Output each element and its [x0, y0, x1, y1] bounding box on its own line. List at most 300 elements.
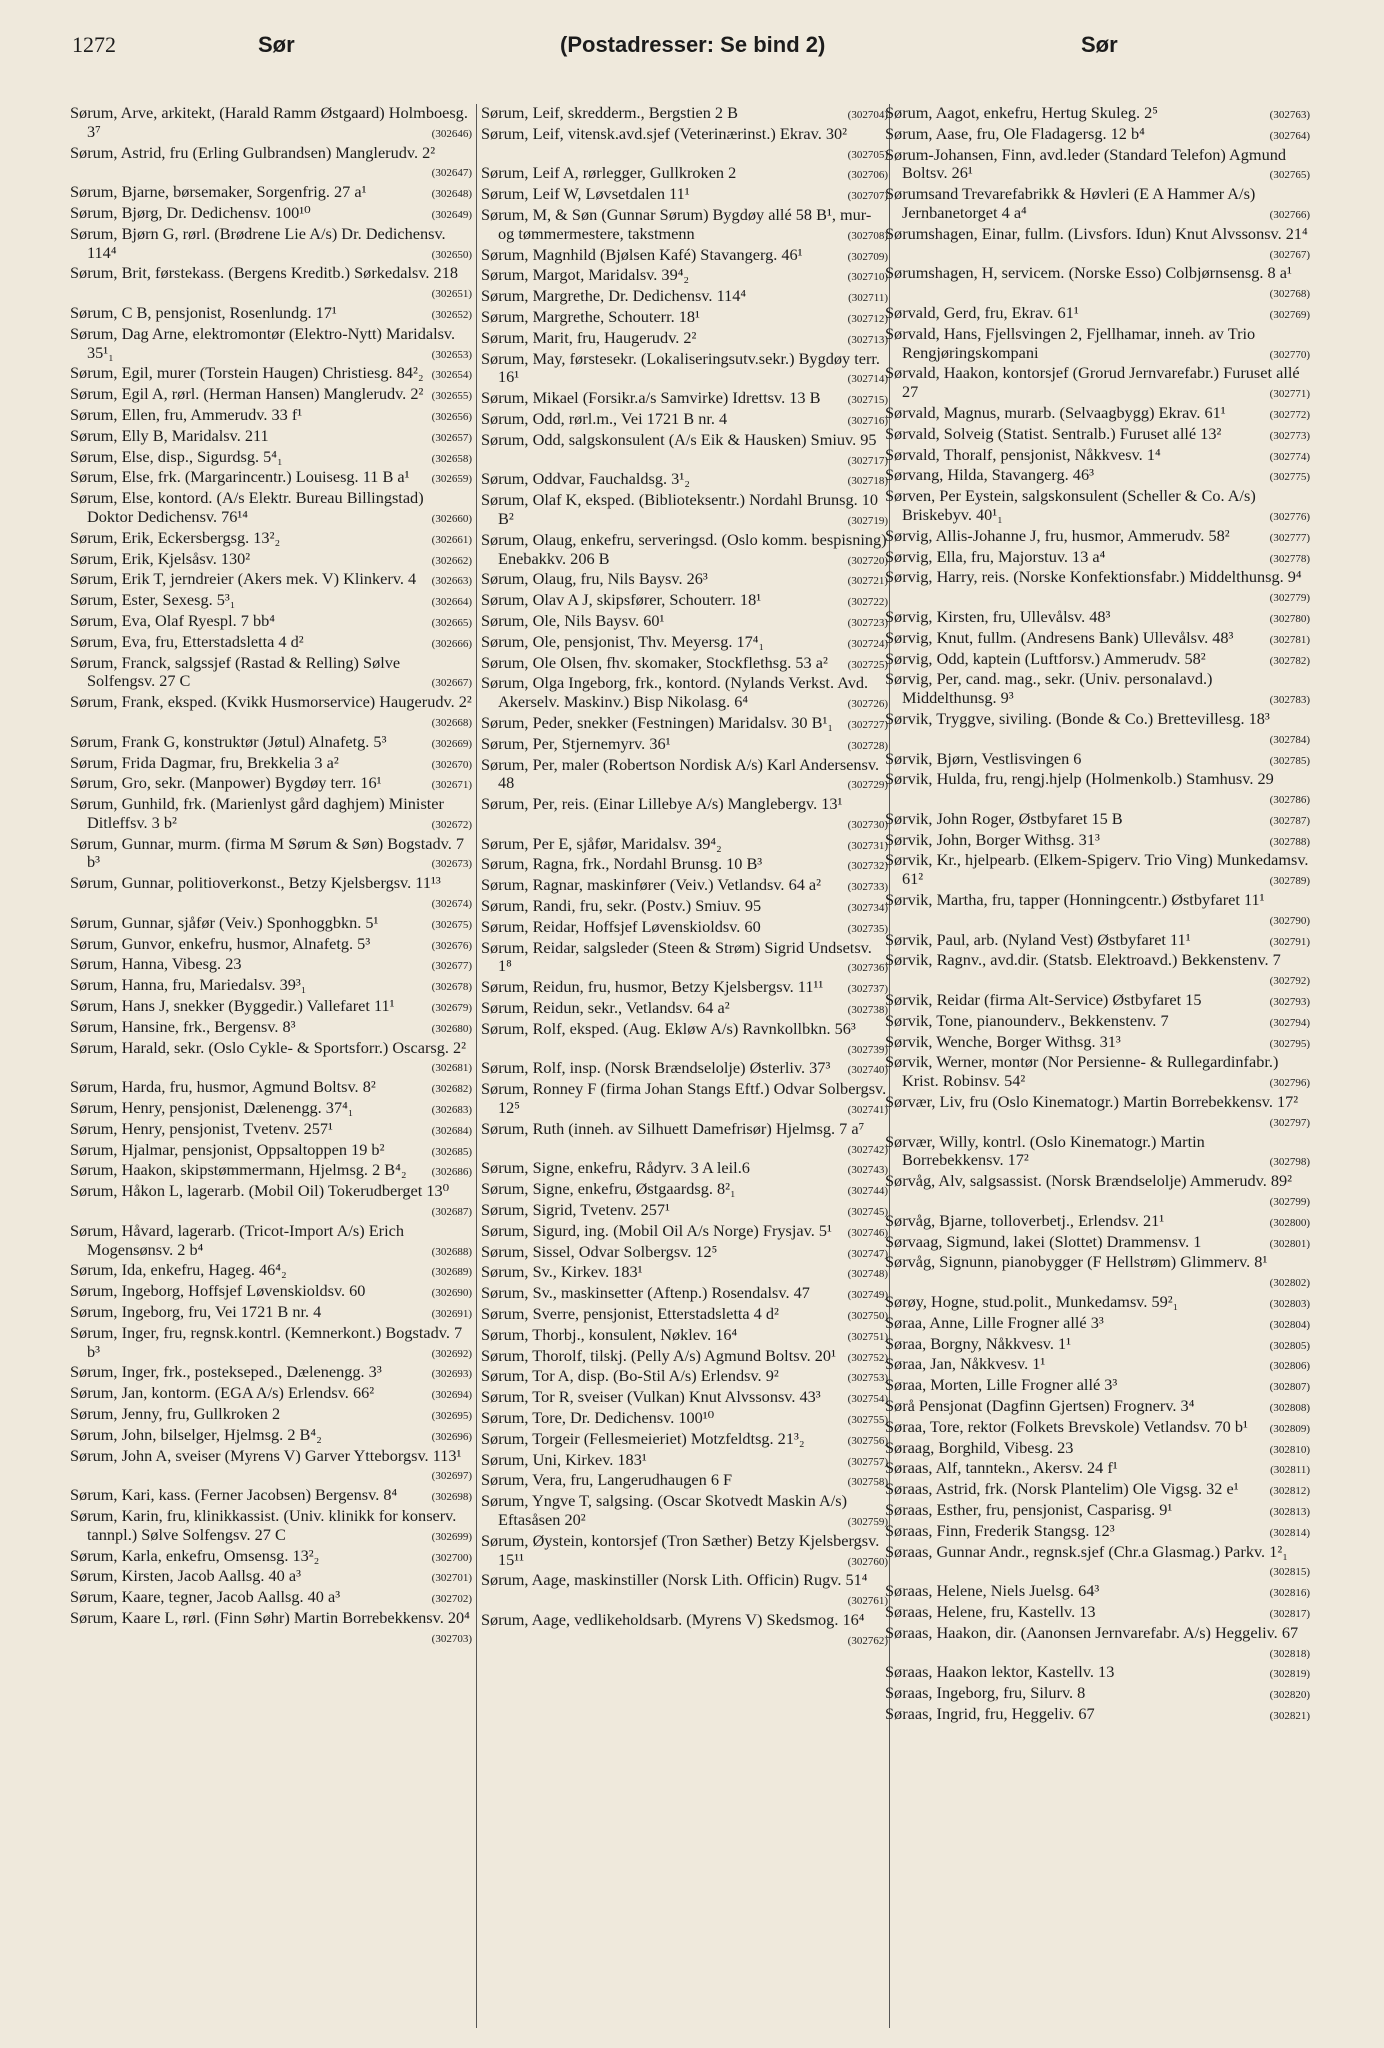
directory-entry [885, 1663, 1310, 1684]
directory-entry [885, 1033, 1310, 1054]
entry-text: Sørum, Olaf K, eksped. (Biblioteksentr.) Nordahl Brunsg. 10 B² [481, 491, 879, 528]
directory-entry [481, 835, 888, 856]
directory-entry [481, 1571, 888, 1611]
entry-number: (302660) [431, 512, 472, 525]
entry-text: Sørum, Sissel, Odvar Solbergsv. 12⁵ [481, 1242, 718, 1261]
entry-text: Sørvik, Wenche, Borger Withsg. 31³ [885, 1032, 1121, 1051]
entry-number: (302729) [847, 779, 888, 792]
entry-number: (302789) [1269, 875, 1310, 888]
directory-entry [70, 1405, 472, 1426]
entry-number: (302807) [1269, 1381, 1310, 1394]
entry-text: Sørum, Henry, pensjonist, Tvetenv. 257¹ [70, 1119, 333, 1138]
entry-number: (302809) [1269, 1422, 1310, 1435]
directory-entry [481, 1492, 888, 1532]
entry-text: Søraa, Borgny, Nåkkvesv. 1¹ [885, 1334, 1072, 1353]
entry-number: (302793) [1269, 996, 1310, 1009]
entry-number: (302686) [431, 1166, 472, 1179]
entry-text: Sørvaag, Sigmund, lakei (Slottet) Drammensv. 1 [885, 1232, 1202, 1251]
column-1 [70, 104, 472, 1649]
entry-number: (302810) [1269, 1443, 1310, 1456]
directory-entry [885, 810, 1310, 831]
entry-text: Sørum, Uni, Kirkev. 183¹ [481, 1450, 647, 1469]
directory-entry [70, 591, 472, 612]
entry-text: Søraas, Finn, Frederik Stangsg. 12³ [885, 1521, 1115, 1540]
entry-text: Sørum, Aagot, enkefru, Hertug Skuleg. 2⁵ [885, 104, 1158, 122]
entry-number: (302689) [431, 1266, 472, 1279]
entry-number: (302653) [431, 348, 472, 361]
entry-text: Sørum, Hjalmar, pensjonist, Oppsaltoppen 19 b² [70, 1140, 385, 1159]
entry-text: Søraas, Helene, fru, Kastellv. 13 [885, 1602, 1096, 1621]
entry-number: (302783) [1269, 694, 1310, 707]
entry-text: Sørum, Bjørn G, rørl. (Brødrene Lie A/s) Dr. Dedichensv. 114⁴ [70, 224, 446, 262]
entry-text: Sørum, Ester, Sexesg. 5³₁ [70, 591, 236, 610]
entry-number: (302749) [847, 1289, 888, 1302]
directory-entry [885, 629, 1310, 650]
entry-text: Sørå Pensjonat (Dagfinn Gjertsen) Frognerv. 3⁴ [885, 1397, 1195, 1415]
entry-text: Sørvåg, Alv, salgsassist. (Norsk Brændselolje) Ammerudv. 89² [885, 1172, 1293, 1191]
entry-text: Sørum, Frank G, konstruktør (Jøtul) Alnafetg. 5³ [70, 732, 387, 751]
directory-entry [481, 633, 888, 654]
header-center: (Postadresser: Se bind 2) [560, 32, 826, 57]
entry-text: Sørum, Randi, fru, sekr. (Postv.) Smiuv. 95 [481, 897, 762, 916]
directory-entry [481, 1430, 888, 1451]
directory-entry [885, 527, 1310, 548]
directory-entry [885, 931, 1310, 952]
entry-number: (302672) [431, 818, 472, 831]
entry-number: (302679) [431, 1002, 472, 1015]
directory-entry [481, 1611, 888, 1651]
entry-text: Sørum, Aage, vedlikeholdsarb. (Myrens V) Skedsmog. 16⁴ [481, 1610, 865, 1629]
directory-entry [70, 693, 472, 733]
entry-text: Sørum, Ragnar, maskinfører (Veiv.) Vetlandsv. 64 a² [481, 876, 822, 895]
directory-entry [481, 308, 888, 329]
entry-number: (302755) [847, 1414, 888, 1426]
entry-number: (302673) [431, 858, 472, 871]
directory-entry [481, 855, 888, 876]
entry-text: Sørum, Per, maler (Robertson Nordisk A/s) Karl Andersensv. 48 [481, 755, 880, 793]
directory-entry [885, 364, 1310, 404]
directory-entry [885, 1543, 1310, 1583]
entry-number: (302732) [847, 860, 888, 873]
entry-text: Sørum, Yngve T, salgsing. (Oscar Skotvedt Maskin A/s) Eftasåsen 20² [481, 1492, 848, 1529]
entry-text: Sørum, Eva, fru, Etterstadsletta 4 d² [70, 632, 304, 651]
entry-number: (302821) [1269, 1709, 1310, 1722]
entry-number: (302693) [431, 1368, 472, 1381]
entry-text: Sørum, Thorbj., konsulent, Nøklev. 16⁴ [481, 1325, 738, 1344]
entry-text: Sørvig, Odd, kaptein (Luftforsv.) Ammerudv. 58² [885, 649, 1206, 668]
entry-number: (302737) [847, 983, 888, 996]
entry-text: Sørum, John A, sveiser (Myrens V) Garver Ytteborgsv. 113¹ [70, 1446, 462, 1465]
entry-text: Sørum, Leif A, rørlegger, Gullkroken 2 [481, 164, 737, 183]
directory-entry [481, 531, 888, 571]
directory-entry [70, 1018, 472, 1039]
entry-text: Sørvald, Haakon, kontorsjef (Grorud Jernvarefabr.) Furuset allé 27 [885, 364, 1300, 402]
entry-number: (302690) [431, 1287, 472, 1300]
directory-entry [481, 104, 888, 125]
entry-text: Sørum, Bjarne, børsemaker, Sorgenfrig. 27 a¹ [70, 183, 367, 202]
directory-entry [481, 1080, 888, 1120]
directory-entry [70, 489, 472, 529]
directory-entry [481, 591, 888, 612]
entry-text: Sørum, Håkon L, lagerarb. (Mobil Oil) Tokerudberget 13⁰ [70, 1182, 450, 1201]
entry-text: Sørum, Gunnar, murm. (firma M Sørum & Søn) Bogstadv. 7 b³ [70, 834, 464, 872]
entry-number: (302707) [847, 190, 888, 203]
directory-entry [70, 225, 472, 265]
entry-text: Sørvik, John, Borger Withsg. 31³ [885, 830, 1100, 849]
directory-entry [481, 1326, 888, 1347]
directory-entry [885, 1624, 1310, 1664]
entry-number: (302816) [1269, 1587, 1310, 1600]
entry-number: (302752) [847, 1351, 888, 1364]
entry-number: (302745) [847, 1206, 888, 1219]
entry-text: Sørum, Bjørg, Dr. Dedichensv. 100¹⁰ [70, 203, 311, 222]
entry-number: (302692) [431, 1347, 472, 1360]
entry-text: Sørum, Eva, Olaf Ryespl. 7 bb⁴ [70, 611, 275, 630]
entry-text: Sørum, Thorolf, tilskj. (Pelly A/s) Agmund Boltsv. 20¹ [481, 1346, 836, 1365]
entry-text: Sørum, Sv., Kirkev. 183¹ [481, 1263, 643, 1282]
entry-text: Sørum, Signe, enkefru, Rådyrv. 3 A leil.6 [481, 1159, 750, 1178]
directory-entry [70, 427, 472, 448]
directory-entry [885, 991, 1310, 1012]
directory-entry [481, 897, 888, 918]
directory-entry [481, 1020, 888, 1060]
entry-number: (302741) [847, 1104, 888, 1117]
entry-number: (302697) [431, 1470, 472, 1483]
directory-entry [481, 491, 888, 531]
entry-text: Sørvang, Hilda, Stavangerg. 46³ [885, 466, 1094, 485]
directory-entry [70, 1486, 472, 1507]
entry-number: (302728) [847, 739, 888, 752]
entry-text: Sørvik, John Roger, Østbyfaret 15 B [885, 809, 1123, 828]
entry-text: Sørum, Sigrid, Tvetenv. 257¹ [481, 1201, 670, 1220]
entry-text: Sørum, Gunvor, enkefru, husmor, Alnafetg. 5³ [70, 934, 371, 953]
entry-text: Sørven, Per Eystein, salgskonsulent (Scheller & Co. A/s) Briskebyv. 40¹₁ [885, 487, 1256, 524]
entry-text: Sørum, Ole Olsen, fhv. skomaker, Stockflethsg. 53 a² [481, 653, 828, 672]
entry-number: (302788) [1269, 835, 1310, 848]
entry-number: (302756) [847, 1434, 888, 1447]
entry-text: Sørum, Jan, kontorm. (EGA A/s) Erlendsv. 66² [70, 1384, 375, 1403]
directory-entry [70, 612, 472, 633]
entry-text: Sørum, Hanna, fru, Mariedalsv. 39³₁ [70, 976, 307, 995]
entry-text: Sørum, Gro, sekr. (Manpower) Bygdøy terr. 16¹ [70, 774, 382, 793]
entry-text: Søraa, Anne, Lille Frogner allé 3³ [885, 1313, 1104, 1332]
entry-text: Sørum, Leif, vitensk.avd.sjef (Veterinærinst.) Ekrav. 30² [481, 124, 848, 143]
entry-number: (302709) [847, 250, 888, 263]
directory-entry [70, 874, 472, 914]
column-divider [476, 104, 477, 2028]
entry-text: Sørum, Leif, skredderm., Bergstien 2 B [481, 104, 738, 122]
entry-number: (302761) [847, 1595, 888, 1608]
directory-entry [885, 325, 1310, 365]
entry-number: (302777) [1269, 531, 1310, 544]
entry-number: (302804) [1269, 1318, 1310, 1331]
directory-entry [885, 304, 1310, 325]
directory-entry [885, 1335, 1310, 1356]
entry-number: (302738) [847, 1004, 888, 1017]
entry-text: Sørum, Per, Stjernemyrv. 36¹ [481, 734, 671, 753]
directory-entry [70, 550, 472, 571]
directory-entry [885, 1376, 1310, 1397]
entry-text: Sørvig, Knut, fullm. (Andresens Bank) Ullevålsv. 48³ [885, 628, 1234, 647]
directory-entry [885, 1603, 1310, 1624]
directory-entry [885, 487, 1310, 527]
entry-text: Sørvær, Willy, kontrl. (Oslo Kinematogr.) Martin Borrebekkensv. 17² [885, 1132, 1205, 1170]
entry-number: (302801) [1269, 1237, 1310, 1250]
entry-text: Sørum, Karin, fru, klinikkassist. (Univ. klinikk for konserv. tannpl.) Sølve Solfengsv. 27 C [70, 1506, 457, 1544]
entry-text: Sørum, Ole, pensjonist, Thv. Meyersg. 17⁴₁ [481, 632, 765, 651]
entry-number: (302719) [847, 514, 888, 527]
entry-number: (302796) [1269, 1077, 1310, 1090]
entry-number: (302768) [1269, 288, 1310, 301]
entry-text: Sørum, Jenny, fru, Gullkroken 2 [70, 1405, 281, 1423]
entry-number: (302694) [431, 1389, 472, 1402]
directory-entry [481, 410, 888, 431]
directory-entry [885, 650, 1310, 671]
entry-number: (302668) [431, 716, 472, 729]
entry-text: Sørvik, Hulda, fru, rengj.hjelp (Holmenkolb.) Stamhusv. 29 [885, 770, 1274, 789]
entry-text: Sørumshagen, H, servicem. (Norske Esso) Colbjørnsensg. 8 a¹ [885, 264, 1292, 283]
entry-text: Sørvik, Ragnv., avd.dir. (Statsb. Elektroavd.) Bekkenstenv. 7 [885, 951, 1281, 970]
entry-text: Søraas, Ingrid, fru, Heggeliv. 67 [885, 1704, 1095, 1723]
entry-text: Sørum, Olaug, fru, Nils Baysv. 26³ [481, 570, 708, 589]
entry-number: (302772) [1269, 408, 1310, 421]
entry-text: Sørum, Ingeborg, Hoffsjef Løvenskioldsv. 60 [70, 1282, 366, 1301]
entry-text: Sørum, Sverre, pensjonist, Etterstadsletta 4 d² [481, 1305, 779, 1324]
entry-number: (302664) [431, 596, 472, 609]
directory-entry [481, 1451, 888, 1472]
entry-number: (302763) [1269, 109, 1310, 121]
directory-entry [885, 1397, 1310, 1418]
entry-text: Søraas, Alf, tanntekn., Akersv. 24 f¹ [885, 1459, 1118, 1478]
entry-text: Sørum, Inger, fru, regnsk.kontrl. (Kemnerkont.) Bogstadv. 7 b³ [70, 1323, 463, 1361]
entry-number: (302802) [1269, 1277, 1310, 1290]
entry-text: Sørum, Rolf, eksped. (Aug. Ekløw A/s) Ravnkollbkn. 56³ [481, 1019, 856, 1038]
entry-number: (302674) [431, 898, 472, 911]
entry-text: Sørvik, Martha, fru, tapper (Honningcentr.) Østbyfaret 11¹ [885, 891, 1265, 910]
directory-entry [70, 633, 472, 654]
entry-number: (302671) [431, 779, 472, 792]
directory-entry [70, 529, 472, 550]
directory-entry [70, 1161, 472, 1182]
entry-text: Sørum-Johansen, Finn, avd.leder (Standard Telefon) Agmund Boltsv. 26¹ [885, 145, 1286, 183]
entry-text: Sørum, Astrid, fru (Erling Gulbrandsen) Manglerudv. 2² [70, 143, 436, 162]
directory-entry [885, 1480, 1310, 1501]
directory-entry [885, 1093, 1310, 1133]
directory-entry [885, 1439, 1310, 1460]
entry-text: Sørum, Hansine, frk., Bergensv. 8³ [70, 1017, 296, 1036]
directory-entry [70, 204, 472, 225]
directory-entry [70, 364, 472, 385]
entry-number: (302795) [1269, 1037, 1310, 1050]
directory-entry [885, 225, 1310, 265]
entry-text: Sørum, Leif W, Løvsetdalen 11¹ [481, 185, 690, 204]
directory-entry [481, 125, 888, 165]
directory-entry [885, 670, 1310, 710]
column-2 [481, 104, 888, 1651]
entry-text: Sørøy, Hogne, stud.polit., Munkedamsv. 59²₁ [885, 1293, 1179, 1312]
entry-text: Søraas, Gunnar Andr., regnsk.sjef (Chr.a Glasmag.) Parkv. 1²₁ [885, 1542, 1288, 1561]
directory-entry [885, 446, 1310, 467]
directory-entry [70, 304, 472, 325]
entry-number: (302706) [847, 169, 888, 182]
entry-number: (302754) [847, 1393, 888, 1406]
directory-entry [70, 1039, 472, 1079]
directory-entry [481, 266, 888, 287]
directory-entry [481, 999, 888, 1020]
directory-entry [885, 1705, 1310, 1726]
entry-number: (302720) [847, 554, 888, 567]
directory-entry [885, 264, 1310, 304]
entry-number: (302718) [847, 475, 888, 488]
entry-text: Sørum, Per, reis. (Einar Lillebye A/s) Manglebergv. 13¹ [481, 795, 843, 814]
entry-number: (302695) [431, 1410, 472, 1422]
entry-number: (302646) [431, 127, 472, 140]
directory-entry [70, 1120, 472, 1141]
entry-text: Søraas, Haakon, dir. (Aanonsen Jernvarefabr. A/s) Heggeliv. 67 [885, 1623, 1299, 1642]
header-left: Sør [258, 32, 295, 57]
entry-text: Sørum, Erik, Kjelsåsv. 130² [70, 549, 251, 568]
directory-entry [481, 612, 888, 633]
entry-text: Sørum, Margrethe, Dr. Dedichensv. 114⁴ [481, 287, 747, 306]
entry-text: Sørum, Elly B, Maridalsv. 211 [70, 426, 269, 445]
entry-number: (302659) [431, 473, 472, 486]
entry-text: Sørum, Ole, Nils Baysv. 60¹ [481, 611, 665, 630]
entry-number: (302803) [1269, 1298, 1310, 1311]
entry-number: (302665) [431, 616, 472, 629]
entry-text: Sørum, Mikael (Forsikr.a/s Samvirke) Idrettsv. 13 B [481, 389, 821, 408]
entry-number: (302750) [847, 1310, 888, 1323]
entry-number: (302713) [847, 333, 888, 346]
directory-entry [481, 876, 888, 897]
entry-text: Sørvig, Kirsten, fru, Ullevålsv. 48³ [885, 607, 1111, 626]
entry-number: (302648) [431, 188, 472, 201]
entry-text: Sørum, Magnhild (Bjølsen Kafé) Stavangerg. 46¹ [481, 245, 803, 264]
directory-entry [885, 1253, 1310, 1293]
entry-number: (302814) [1269, 1526, 1310, 1539]
directory-entry [70, 1588, 472, 1609]
page-header [0, 24, 1384, 64]
directory-entry [481, 654, 888, 675]
entry-text: Sørum, Gunnar, sjåfør (Veiv.) Sponhoggbkn. 5¹ [70, 913, 379, 932]
entry-text: Sørumsand Trevarefabrikk & Høvleri (E A Hammer A/s) Jernbanetorget 4 a⁴ [885, 185, 1256, 222]
directory-entry [70, 774, 472, 795]
entry-text: Sørum, Vera, fru, Langerudhaugen 6 F [481, 1471, 733, 1490]
directory-entry [70, 997, 472, 1018]
directory-entry [481, 1201, 888, 1222]
directory-entry [481, 1180, 888, 1201]
entry-text: Sørum, Ingeborg, fru, Vei 1721 B nr. 4 [70, 1303, 322, 1322]
entry-text: Sørum, Øystein, kontorsjef (Tron Sæther) Betzy Kjelsbergsv. 15¹¹ [481, 1531, 880, 1569]
directory-entry [70, 1426, 472, 1447]
directory-entry [885, 1314, 1310, 1335]
entry-number: (302748) [847, 1268, 888, 1281]
entry-text: Sørum, Egil, murer (Torstein Haugen) Christiesg. 84²₂ [70, 364, 424, 383]
entry-text: Sørvald, Magnus, murarb. (Selvaagbygg) Ekrav. 61¹ [885, 403, 1226, 422]
entry-text: Sørum, M, & Søn (Gunnar Sørum) Bygdøy allé 58 B¹, mur- og tømmermestere, takstmenn [481, 205, 872, 243]
entry-text: Sørum, Karla, enkefru, Omsensg. 13²₂ [70, 1546, 320, 1565]
entry-text: Sørum, May, førstesekr. (Lokaliseringsutv.sekr.) Bygdøy terr. 16¹ [481, 349, 880, 387]
directory-entry [70, 1547, 472, 1568]
directory-entry [481, 246, 888, 267]
directory-entry [70, 183, 472, 204]
directory-entry [885, 1012, 1310, 1033]
entry-number: (302765) [1269, 169, 1310, 182]
entry-text: Søraa, Jan, Nåkkvesv. 1¹ [885, 1355, 1046, 1374]
entry-number: (302778) [1269, 552, 1310, 565]
entry-text: Sørum, Kaare L, rørl. (Finn Søhr) Martin Borrebekkensv. 20⁴ [70, 1608, 470, 1627]
directory-entry [70, 733, 472, 754]
directory-entry [481, 756, 888, 796]
directory-entry [885, 891, 1310, 931]
entry-text: Sørvik, Werner, montør (Nor Persienne- & Rullegardinfabr.) Krist. Robinsv. 54² [885, 1053, 1279, 1091]
directory-entry [481, 1388, 888, 1409]
directory-entry [481, 470, 888, 491]
entry-text: Sørvald, Gerd, fru, Ekrav. 61¹ [885, 303, 1079, 322]
entry-number: (302740) [847, 1064, 888, 1077]
directory-entry [70, 754, 472, 775]
entry-number: (302658) [431, 452, 472, 465]
entry-number: (302806) [1269, 1360, 1310, 1373]
entry-number: (302742) [847, 1143, 888, 1156]
entry-number: (302677) [431, 960, 472, 973]
entry-text: Sørum, Odd, salgskonsulent (A/s Eik & Hausken) Smiuv. 95 [481, 430, 877, 449]
entry-number: (302815) [1269, 1566, 1310, 1579]
entry-text: Sørum, Ellen, fru, Ammerudv. 33 f¹ [70, 405, 303, 424]
directory-entry [481, 1305, 888, 1326]
entry-text: Sørum, Håvard, lagerarb. (Tricot-Import A/s) Erich Mogensønsv. 2 b⁴ [70, 1221, 404, 1259]
entry-text: Sørum, Ruth (inneh. av Silhuett Damefrisør) Hjelmsg. 7 a⁷ [481, 1119, 865, 1138]
entry-text: Sørum, Else, frk. (Margarincentr.) Louisesg. 11 B a¹ [70, 468, 410, 487]
directory-entry [70, 448, 472, 469]
entry-number: (302708) [847, 229, 888, 242]
directory-entry [481, 1263, 888, 1284]
entry-text: Sørum, Henry, pensjonist, Dælenengg. 37⁴₁ [70, 1099, 354, 1118]
directory-entry [885, 1293, 1310, 1314]
entry-number: (302661) [431, 533, 472, 546]
directory-entry [70, 1507, 472, 1547]
entry-text: Sørum, Oddvar, Fauchaldsg. 3¹₂ [481, 470, 690, 489]
entry-text: Sørum, Ragna, frk., Nordahl Brunsg. 10 B³ [481, 855, 763, 874]
directory-entry [70, 104, 472, 144]
entry-text: Sørum, Frida Dagmar, fru, Brekkelia 3 a² [70, 753, 339, 772]
directory-entry [481, 1243, 888, 1264]
directory-entry [481, 287, 888, 308]
entry-number: (302651) [431, 288, 472, 301]
directory-entry [481, 1532, 888, 1572]
directory-entry [481, 431, 888, 471]
entry-text: Sørvær, Liv, fru (Oslo Kinematogr.) Martin Borrebekkensv. 17² [885, 1093, 1299, 1112]
entry-number: (302785) [1269, 754, 1310, 767]
entry-text: Sørum, Sigurd, ing. (Mobil Oil A/s Norge) Frysjav. 5¹ [481, 1221, 832, 1240]
entry-number: (302794) [1269, 1016, 1310, 1029]
directory-entry [70, 406, 472, 427]
directory-entry [885, 1233, 1310, 1254]
entry-number: (302716) [847, 414, 888, 427]
directory-entry [885, 1582, 1310, 1603]
entry-text: Sørum, Olga Ingeborg, frk., kontord. (Nylands Verkst. Avd. Akerselv. Maskinv.) Bisp Nikolasg. 6⁴ [481, 674, 869, 712]
directory-entry [481, 329, 888, 350]
directory-entry [70, 385, 472, 406]
entry-text: Sørum, Gunnar, politioverkonst., Betzy Kjelsbergsv. 11¹³ [70, 874, 441, 893]
entry-number: (302819) [1269, 1668, 1310, 1681]
entry-text: Sørum, Ida, enkefru, Hageg. 46⁴₂ [70, 1261, 287, 1280]
entry-number: (302722) [847, 596, 888, 609]
directory-entry [481, 1222, 888, 1243]
entry-number: (302727) [847, 718, 888, 731]
directory-entry [885, 710, 1310, 750]
entry-text: Sørum, Reidar, salgsleder (Steen & Strøm) Sigrid Undsetsv. 1⁸ [481, 938, 872, 976]
entry-text: Sørum, Haakon, skipstømmermann, Hjelmsg. 2 B⁴₂ [70, 1161, 407, 1180]
